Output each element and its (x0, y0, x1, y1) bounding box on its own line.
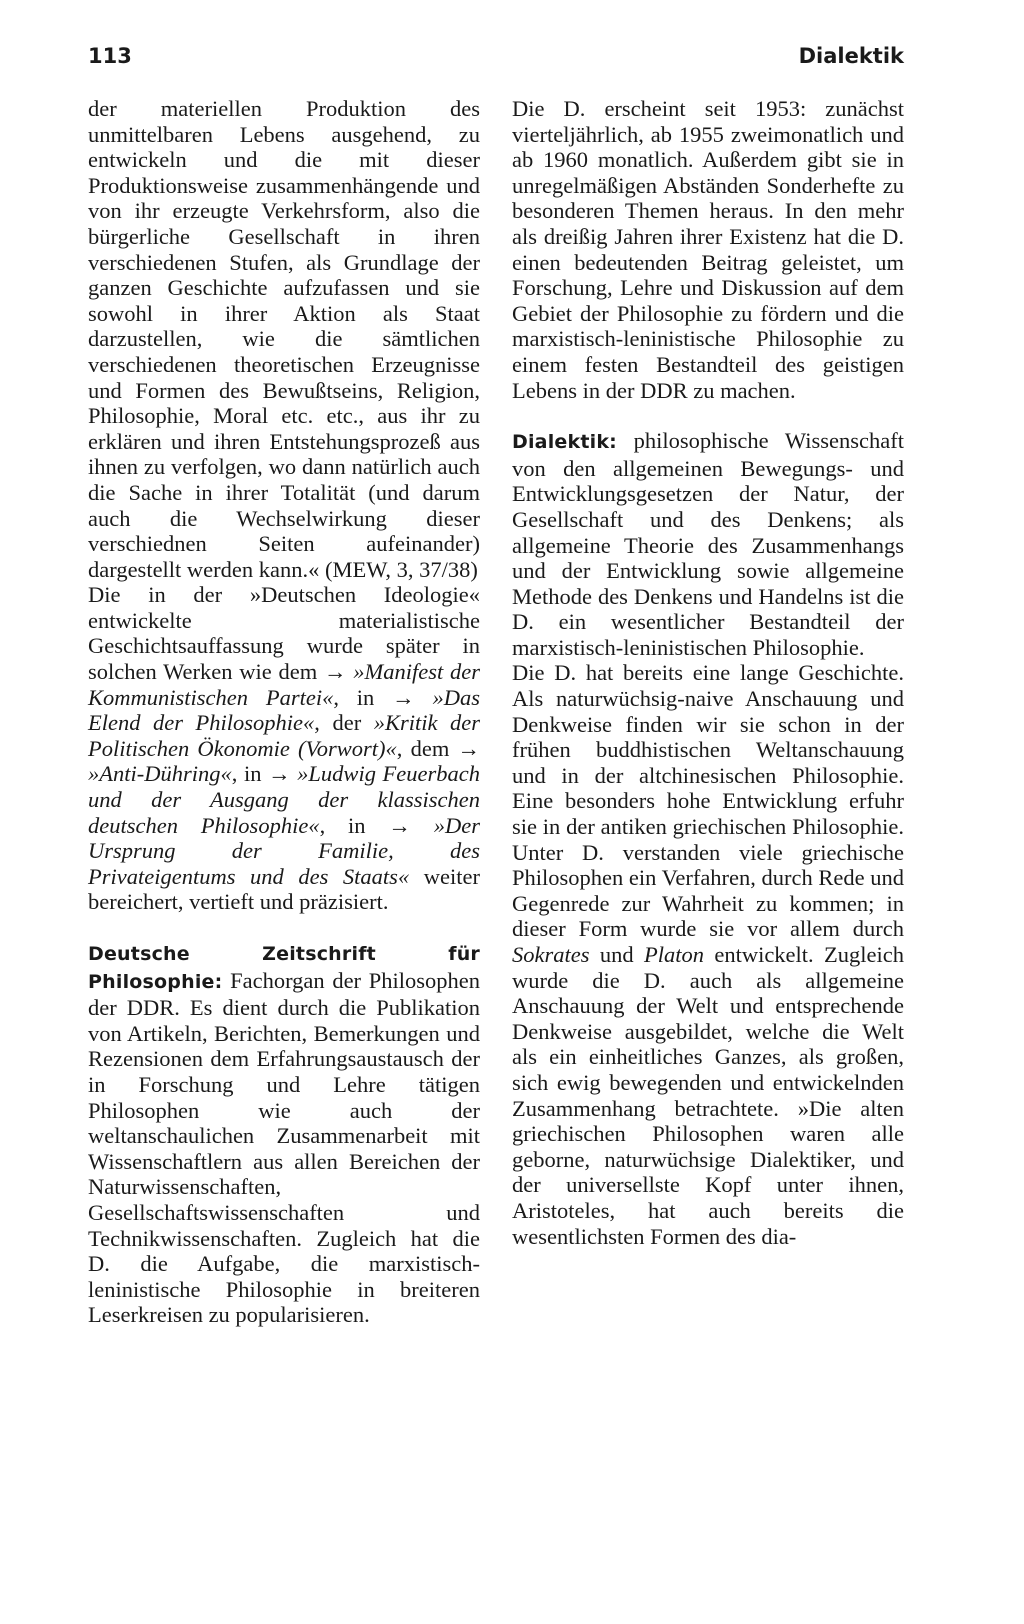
text-run: Die D. hat bereits eine lange Geschichte. Als naturwüchsig-naive Anschauung und Denkweise finden wir sie schon in der frühen buddhistischen Weltanschauung und in der altchinesischen Philosophie. Eine besonders hohe Entwicklung erfuhr sie in der antiken griechischen Philosophie. Unter D. verstanden viele griechische Philosophen ein Verfahren, durch Rede und Gegenrede zur Wahrheit zu kommen; in dieser Form wurde sie vor allem durch (512, 660, 904, 942)
text-run: entwickelt. Zugleich wurde die D. auch als allgemeine Anschauung der Welt und entsprechende Denkweise ausgebildet, welche die Welt als ein einheitliches Ganzes, als großen, sich ewig bewegenden und entwickelnden Zusammenhang betrachtete. »Die alten griechischen Philosophen waren alle geborne, naturwüchsige Dialektiker, und der universellste Kopf unter ihnen, Aristoteles, hat auch bereits die wesentlichsten Formen des dia- (512, 942, 904, 1249)
cross-reference-manifest: »Manifest der Kommunistischen Partei« (88, 659, 481, 710)
body-paragraph-ideologie (88, 582, 480, 915)
cross-reference-feuerbach: »Ludwig Feuerbach und der Ausgang der klassischen deutschen Philosophie« (88, 761, 480, 838)
text-run: , in → (319, 812, 434, 838)
cross-reference-anti-duehring: »Anti-Dühring« (88, 761, 232, 787)
cross-reference-kritik: »Kritik der Politischen Ökonomie (Vorwort)« (88, 710, 481, 761)
body-paragraph: der materiellen Produktion des unmittelbaren Lebens ausgehend, zu entwickeln und die mit dieser Produktionsweise zusammenhängende und von ihr erzeugte Verkehrsform, also die bürgerliche Gesellschaft in ihren verschiedenen Stufen, als Grundlage der ganzen Geschichte aufzufassen und sie sowohl in ihrer Aktion als Staat darzustellen, wie die sämtlichen verschiedenen theoretischen Erzeugnisse und Formen des Bewußtseins, Religion, Philosophie, Moral etc. etc., aus ihr zu erklären und ihren Entstehungsprozeß aus ihnen zu verfolgen, wo dann natürlich auch die Sache in ihrer Totalität (und darum auch die Wechselwirkung dieser verschiednen Seiten aufeinander) dargestellt werden kann.« (MEW, 3, 37/38) (88, 96, 480, 582)
text-run: , der (314, 710, 374, 736)
text-run: , in → (333, 684, 433, 710)
entry-spacer (512, 403, 904, 428)
body-paragraph-history (512, 660, 904, 1249)
person-sokrates: Sokrates (512, 942, 590, 967)
text-run: , dem → (396, 735, 480, 761)
person-platon: Platon (643, 942, 704, 967)
body-paragraph-continuation: Die D. erscheint seit 1953: zunächst vierteljährlich, ab 1955 zweimonatlich und ab 1960 monatlich. Außerdem gibt sie in unregelmäßigen Abständen Sonderhefte zu besonderen Themen heraus. In den mehr als dreißig Jahren ihrer Existenz hat die D. einen bedeutenden Beitrag geleistet, um Forschung, Lehre und Diskussion auf dem Gebiet der Philosophie zu fördern und die marxistisch-leninistische Philosophie zu einem festen Bestandteil des geistigen Lebens in der DDR zu machen. (512, 96, 904, 403)
entry-definition: Fachorgan der Philosophen der DDR. Es dient durch die Publikation von Artikeln, Berichten, Bemerkungen und Rezensionen dem Erfahrungsaustausch der in Forschung und Lehre tätigen Philosophen wie auch der weltanschaulichen Zusammenarbeit mit Wissenschaftlern aus allen Bereichen der Naturwissenschaften, Gesellschaftswissenschaften und Technikwissenschaften. Zugleich hat die D. die Aufgabe, die marxistisch-leninistische Philosophie in breiteren Leserkreisen zu popularisieren. (88, 967, 480, 1328)
page-header (88, 44, 904, 78)
right-column (512, 96, 904, 1249)
entry-definition: philosophische Wissenschaft von den allgemeinen Bewegungs- und Entwicklungsgesetzen der Natur, der Gesellschaft und des Denkens; als allgemeine Theorie des Zusammenhangs und der Entwicklung sowie allgemeine Methode des Denkens und Handelns ist die D. ein wesentlicher Bestandteil der marxistisch-leninistischen Philosophie. (512, 428, 904, 660)
left-column (88, 96, 480, 1328)
entry-lemma: Dialektik: (512, 431, 617, 454)
cross-reference-elend: »Das Elend der Philosophie« (88, 684, 480, 736)
text-run: weiter bereichert, vertieft und präzisiert. (88, 863, 480, 915)
running-head: Dialektik (798, 44, 904, 68)
text-run: Die in der »Deutschen Ideologie« entwickelte materialistische Geschichtsauffassung wurde später in solchen Werken wie dem → (88, 582, 480, 685)
text-run: , in → (231, 761, 298, 787)
page-number: 113 (88, 44, 132, 68)
entry-lemma: Deutsche Zeitschrift für Philosophie: (88, 943, 480, 993)
cross-reference-ursprung: »Der Ursprung der Familie, des Privateigentums und des Staats« (88, 812, 480, 889)
text-run: und (589, 942, 644, 967)
entry-deutsche-zeitschrift (88, 940, 480, 1328)
entry-dialektik (512, 428, 904, 660)
entry-spacer (88, 915, 480, 940)
